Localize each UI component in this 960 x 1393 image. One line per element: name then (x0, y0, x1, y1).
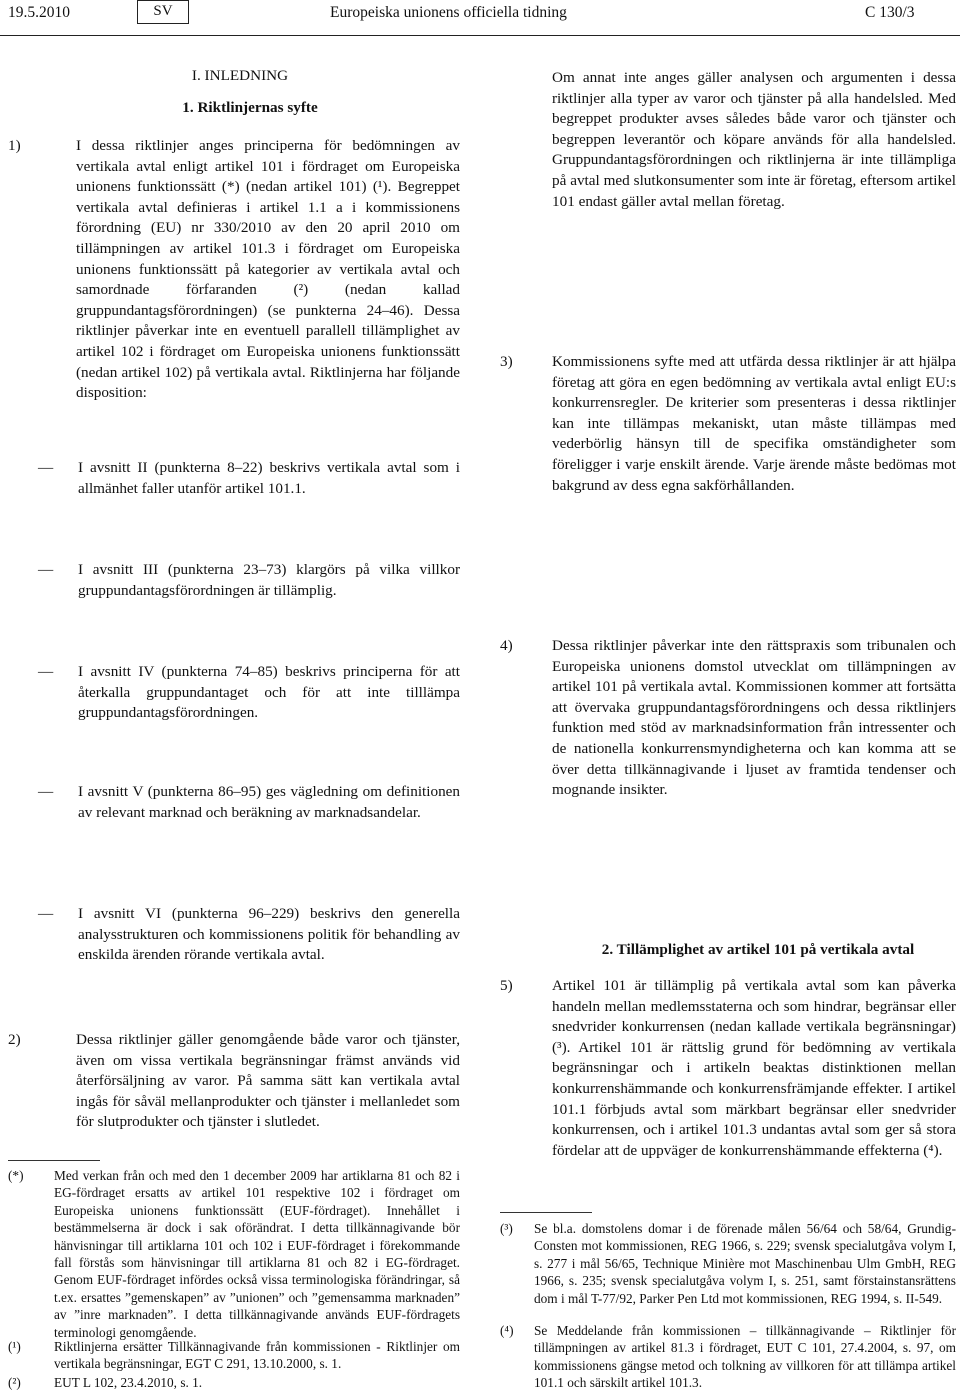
paragraph-1 (8, 136, 460, 404)
footnote (500, 1220, 956, 1307)
footnote-mark: (*) (8, 1168, 24, 1183)
journal-title: Europeiska unionens officiella tidning (330, 4, 567, 21)
page-reference: C 130/3 (865, 4, 915, 21)
dash-mark: — (38, 783, 54, 800)
dash-mark: — (38, 663, 54, 680)
dash-item (38, 662, 460, 724)
footnote-rule (500, 1212, 592, 1213)
paragraph-4 (500, 636, 956, 801)
page-header (0, 0, 960, 36)
paragraph-number: 3) (500, 353, 513, 370)
paragraph-text: Om annat inte anges gäller analysen och argumenten i dessa riktlinjer alla typer av varor och tjänster på alla handelsled. Med begreppet produkter avses således både varor och tjänster och begreppen leverantör och köpare används för alla handelsled. Gruppundantagsförordningen och riktlinjerna är inte tillämpliga på avtal med slutkonsumenter som inte är företag, eftersom artikel 101 endast gäller avtal mellan företag. (552, 69, 956, 210)
intro-paragraph (500, 68, 956, 212)
footnote-mark: (¹) (8, 1339, 21, 1354)
footnote-text: Se bl.a. domstolens domar i de förenade målen 56/64 och 58/64, Grundig-Consten mot kommissionen, REG 1966, s. 229; svensk specialutgåva volym I, s. 277 i mål 56/65, Technique Minière mot Maschinenbau Ulm GmbH, REG 1966, s. 235; svensk specialutgåva volym I, s. 251, samt förstainstansrättens dom i mål T-77/92, Parker Pen Ltd mot kommissionen, REG 1994, s. II-549. (534, 1221, 956, 1306)
footnote (8, 1374, 460, 1391)
dash-item (38, 782, 460, 823)
paragraph-3 (500, 352, 956, 496)
paragraph-text: Kommissionens syfte med att utfärda dessa riktlinjer är att hjälpa företag att göra en egen bedömning av vertikala avtal enligt EU:s konkurrensregler. De kriterier som presenteras i dessa riktlinjer kan inte tillämpas mekaniskt, utan måste tillämpas med vederbörlig hänsyn till de specifika omständigheter som föreligger i varje enskilt ärende. Varje ärende måste bedömas mot bakgrund av dess egna sakförhållanden. (552, 353, 956, 494)
footnote-text: EUT L 102, 23.4.2010, s. 1. (54, 1375, 203, 1390)
footnote-text: Se Meddelande från kommissionen – tillkännagivande – Riktlinjer för tillämpningen av artikel 81.3 i fördraget, EUT C 101, 27.4.2004, s. 97, om kommissionens gängse metod och tolkning av villkoren för att tillämpa artikel 101.1 och särskilt artikel 101.3. (534, 1323, 956, 1391)
paragraph-text: Dessa riktlinjer påverkar inte den rättspraxis som tribunalen och Europeiska unionens domstol utvecklat om tillämpningen av artikel 101 på vertikala avtal. Kommissionen kommer att fortsätta att övervaka gruppundantagsförordningens och dessa riktlinjers funktion med stöd av marknadsinformation från intressenter och de nationella konkurrensmyndigheterna och kan komma att se över detta tillkännagivande i ljuset av framtida tendenser och mognande insikter. (552, 637, 956, 799)
language-badge (137, 0, 189, 24)
header-date: 19.5.2010 (8, 4, 70, 21)
footnote (8, 1338, 460, 1373)
language-code: SV (153, 3, 173, 19)
footnote (8, 1167, 460, 1341)
subsection-title: 1. Riktlinjernas syfte (182, 99, 318, 116)
paragraph-number: 2) (8, 1031, 21, 1048)
paragraph-text: I dessa riktlinjer anges principerna för bedömningen av vertikala avtal enligt artikel 101 i fördraget om Europeiska unionens funktionssätt (*) (nedan artikel 101) (¹). Begreppet vertikala avtal definieras i artikel 1.1 a i kommissionens förordning (EU) nr 330/2010 av den 20 april 2010 om tillämpningen av artikel 101.3 i fördraget om Europeiska unionens funktionssätt på kategorier av vertikala avtal och samordnade förfaranden (²) (nedan kallad gruppundantagsförordningen) (se punkterna 24–46). Dessa riktlinjer påverkar inte en eventuell parallell tillämplighet av artikel 102 i fördraget om Europeiska unionens funktionssätt (nedan artikel 102) på vertikala avtal. Riktlinjerna har följande disposition: (76, 137, 460, 402)
dash-text: I avsnitt IV (punkterna 74–85) beskrivs principerna för att återkalla gruppundantaget och för att inte tilllämpa gruppundantagsförordningen. (78, 663, 460, 722)
footnote-mark: (⁴) (500, 1323, 514, 1338)
footnote-mark: (²) (8, 1375, 21, 1390)
paragraph-number: 5) (500, 977, 513, 994)
header-rule (0, 35, 960, 36)
dash-text: I avsnitt III (punkterna 23–73) klargörs på vilka villkor gruppundantagsförordningen är tillämplig. (78, 561, 460, 599)
dash-text: I avsnitt VI (punkterna 96–229) beskrivs den generella analysstrukturen och kommissionens politik för behandling av enskilda ärenden rörande vertikala avtal. (78, 905, 460, 964)
paragraph-text: Artikel 101 är tillämplig på vertikala avtal som kan påverka handeln mellan medlemsstaterna och som hindrar, begränsar eller snedvrider konkurrensen (nedan kallade vertikala begränsningar) (³). Artikel 101 är rättslig grund för bedömning av vertikala begränsningar och i artikeln beaktas distinktionen mellan konkurrenshämmande och konkurrensfrämjande effekter. I artikel 101.1 förbjuds avtal som märkbart begränsar eller snedvrider konkurrensen, och i artikel 101.3 undantas avtal som ger så stora fördelar att de uppväger de konkurrenshämmande effekterna (⁴). (552, 977, 956, 1159)
footnote (500, 1322, 956, 1392)
dash-mark: — (38, 561, 54, 578)
footnote-rule (8, 1160, 100, 1161)
section-2-title: 2. Tillämplighet av artikel 101 på vertikala avtal (601, 941, 915, 958)
dash-text: I avsnitt V (punkterna 86–95) ges vägledning om definitionen av relevant marknad och beräkning av marknadsandelar. (78, 783, 460, 821)
dash-mark: — (38, 459, 54, 476)
section-title: I. INLEDNING (191, 67, 289, 84)
dash-mark: — (38, 905, 54, 922)
dash-item (38, 904, 460, 966)
paragraph-5 (500, 976, 956, 1161)
paragraph-2 (8, 1030, 460, 1133)
paragraph-number: 4) (500, 637, 513, 654)
dash-item (38, 458, 460, 499)
footnote-text: Med verkan från och med den 1 december 2009 har artiklarna 81 och 82 i EG-fördraget ersatts av artikel 101 respektive 102 i fördraget om Europeiska unionens funktionssätt (EUF-fördraget). Innehållet i bestämmelserna är dock i sak oförändrat. I detta tillkännagivande bör hänvisningar till artiklarna 101 och 102 i EUF-fördraget i förekommande fall förstås som hänvisningar till artiklarna 81 och 82 i EG-fördraget. Genom EUF-fördraget infördes också vissa terminologiska förändringar, så t.ex. ersattes ”gemenskapen” av ”unionen” och ”gemensamma marknaden” av ”inre marknaden”. I detta tillkännagivande används EUF-fördragets terminologi genomgående. (54, 1168, 460, 1340)
paragraph-number: 1) (8, 137, 21, 154)
footnote-mark: (³) (500, 1221, 513, 1236)
footnote-text: Riktlinjerna ersätter Tillkännagivande från kommissionen - Riktlinjer om vertikala begränsningar, EGT C 291, 13.10.2000, s. 1. (54, 1339, 460, 1372)
dash-text: I avsnitt II (punkterna 8–22) beskrivs vertikala avtal som i allmänhet faller utanför artikel 101.1. (78, 459, 460, 497)
dash-item (38, 560, 460, 601)
paragraph-text: Dessa riktlinjer gäller genomgående både varor och tjänster, även om vissa vertikala begränsningar främst används vid återförsäljning av varor. På samma sätt kan vertikala avtal ingås för såväl mellanprodukter och tjänster i mellanledet som för slutprodukter och tjänster i slutledet. (76, 1031, 460, 1131)
